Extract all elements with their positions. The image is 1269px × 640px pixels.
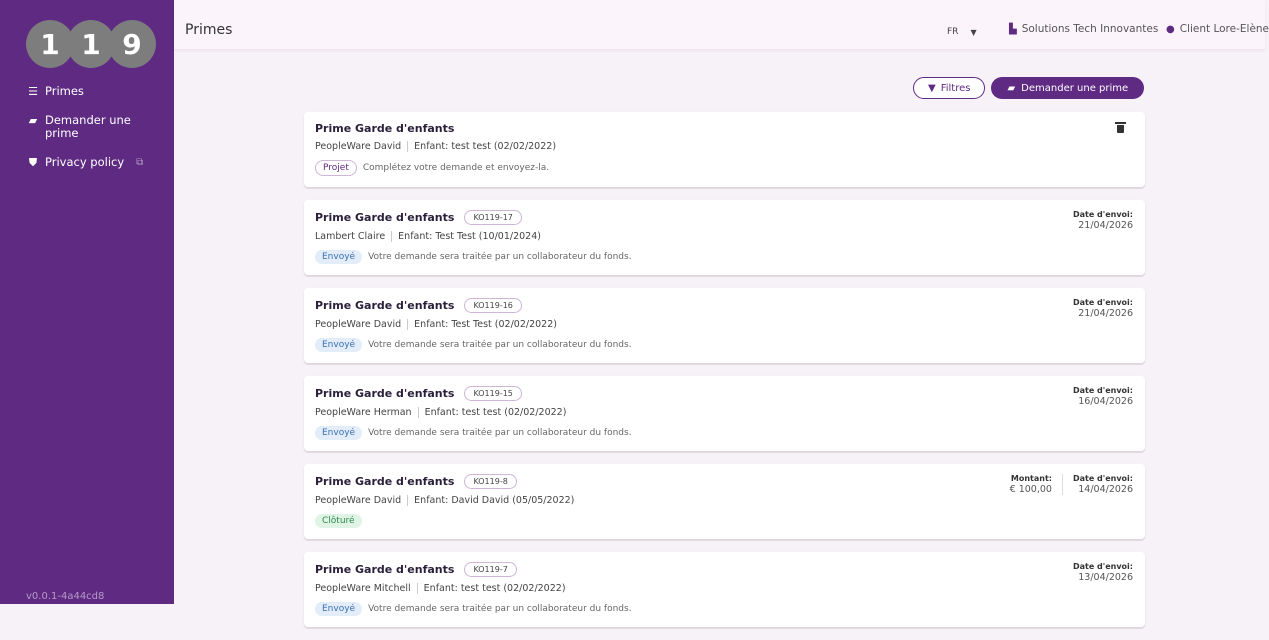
file-request-icon: ▰ xyxy=(28,114,38,127)
send-date: 21/04/2026 xyxy=(1078,308,1133,319)
send-date-label: Date d'envoi: xyxy=(1072,562,1133,571)
list-actions xyxy=(913,77,1144,99)
prime-card[interactable] xyxy=(304,200,1145,275)
logo-digit: 9 xyxy=(108,20,156,68)
send-date: 21/04/2026 xyxy=(1078,220,1133,231)
prime-title: Prime Garde d'enfants xyxy=(315,211,455,224)
trash-icon[interactable] xyxy=(1116,122,1125,133)
prime-title: Prime Garde d'enfants xyxy=(315,387,455,400)
caret-down-icon: ▼ xyxy=(970,27,977,37)
divider xyxy=(407,319,408,330)
prime-person: PeopleWare Mitchell xyxy=(315,583,411,594)
prime-meta xyxy=(1000,474,1133,495)
status-message: Complétez votre demande et envoyez-la. xyxy=(362,163,550,173)
status-badge: Envoyé xyxy=(315,338,362,352)
status-badge: Envoyé xyxy=(315,250,362,264)
divider xyxy=(417,583,418,594)
sidebar-nav xyxy=(0,80,174,174)
filters-button-label: Filtres xyxy=(940,82,971,94)
status-badge: Clôturé xyxy=(315,514,362,528)
logo-119[interactable] xyxy=(26,20,156,68)
prime-card[interactable] xyxy=(304,552,1145,627)
prime-meta xyxy=(1063,562,1133,583)
primes-list xyxy=(304,112,1145,640)
divider xyxy=(418,407,419,418)
prime-meta xyxy=(1063,386,1133,407)
status-message: Votre demande sera traitée par un collaborateur du fonds. xyxy=(368,428,632,438)
prime-card[interactable] xyxy=(304,288,1145,363)
status-message: Votre demande sera traitée par un collaborateur du fonds. xyxy=(368,604,632,614)
prime-person: PeopleWare David xyxy=(315,141,402,152)
divider xyxy=(407,141,408,152)
status-message: Votre demande sera traitée par un collaborateur du fonds. xyxy=(368,340,632,350)
divider xyxy=(391,231,392,242)
prime-person: Lambert Claire xyxy=(315,231,386,242)
prime-reference: KO119-16 xyxy=(464,298,521,313)
sidebar xyxy=(0,0,174,604)
prime-child: Enfant: test test (02/02/2022) xyxy=(424,407,567,418)
request-prime-button-label: Demander une prime xyxy=(1021,82,1129,94)
send-date-label: Date d'envoi: xyxy=(1072,386,1133,395)
shield-icon: ⛊ xyxy=(28,156,38,169)
sidebar-item-primes[interactable] xyxy=(0,80,174,103)
filter-icon: ▼ xyxy=(928,82,936,94)
sidebar-item-label: Primes xyxy=(45,84,84,98)
sidebar-item-demander-une-prime[interactable] xyxy=(0,109,174,145)
top-bar xyxy=(174,0,1269,50)
status-message: Votre demande sera traitée par un collaborateur du fonds. xyxy=(368,252,632,262)
send-date-label: Date d'envoi: xyxy=(1072,474,1133,483)
user-menu[interactable] xyxy=(1166,23,1269,35)
prime-person: PeopleWare Herman xyxy=(315,407,412,418)
building-icon: ▙ xyxy=(1009,23,1017,35)
send-date: 16/04/2026 xyxy=(1078,396,1133,407)
send-date-label: Date d'envoi: xyxy=(1072,210,1133,219)
prime-meta xyxy=(1063,210,1133,231)
prime-title: Prime Garde d'enfants xyxy=(315,299,455,312)
file-request-icon: ▰ xyxy=(1007,82,1016,94)
organization-name: Solutions Tech Innovantes xyxy=(1021,23,1159,35)
user-name: Client Lore-Elène xyxy=(1179,23,1269,35)
prime-card[interactable] xyxy=(304,376,1145,451)
prime-meta xyxy=(1063,298,1133,319)
status-badge: Envoyé xyxy=(315,426,362,440)
send-date: 13/04/2026 xyxy=(1078,572,1133,583)
prime-child: Enfant: test test (02/02/2022) xyxy=(423,583,566,594)
prime-person: PeopleWare David xyxy=(315,495,402,506)
request-prime-button[interactable] xyxy=(991,77,1144,99)
prime-reference: KO119-7 xyxy=(464,562,516,577)
language-selector[interactable] xyxy=(947,27,977,37)
sidebar-item-label: Demander une prime xyxy=(45,113,131,140)
status-badge: Projet xyxy=(315,160,357,176)
prime-reference: KO119-17 xyxy=(464,210,521,225)
page-title: Primes xyxy=(185,22,233,38)
prime-child: Enfant: David David (05/05/2022) xyxy=(414,495,575,506)
language-value: FR xyxy=(947,27,959,37)
status-badge: Envoyé xyxy=(315,602,362,616)
send-date: 14/04/2026 xyxy=(1078,484,1133,495)
prime-child: Enfant: Test Test (10/01/2024) xyxy=(398,231,541,242)
divider xyxy=(407,495,408,506)
external-link-icon: ⧉ xyxy=(136,157,144,168)
logo-digit: 1 xyxy=(67,20,115,68)
amount-value: € 100,00 xyxy=(1009,484,1052,495)
prime-child: Enfant: test test (02/02/2022) xyxy=(414,141,557,152)
prime-reference: KO119-8 xyxy=(464,474,516,489)
amount-label: Montant: xyxy=(1010,474,1052,483)
logo-digit: 1 xyxy=(26,20,74,68)
prime-person: PeopleWare David xyxy=(315,319,402,330)
send-date-label: Date d'envoi: xyxy=(1072,298,1133,307)
prime-child: Enfant: Test Test (02/02/2022) xyxy=(414,319,557,330)
user-icon: ● xyxy=(1166,23,1175,35)
prime-reference: KO119-15 xyxy=(464,386,521,401)
sidebar-item-label: Privacy policy xyxy=(45,155,125,169)
prime-title: Prime Garde d'enfants xyxy=(315,122,455,135)
prime-title: Prime Garde d'enfants xyxy=(315,475,455,488)
sidebar-item-privacy-policy[interactable] xyxy=(0,151,174,174)
organization-selector[interactable] xyxy=(1009,23,1158,35)
filters-button[interactable] xyxy=(913,77,985,99)
list-icon: ☰ xyxy=(28,85,38,98)
prime-card[interactable] xyxy=(304,464,1145,539)
prime-title: Prime Garde d'enfants xyxy=(315,563,455,576)
app-version: v0.0.1-4a44cd8 xyxy=(26,591,105,602)
prime-card[interactable] xyxy=(304,112,1145,187)
